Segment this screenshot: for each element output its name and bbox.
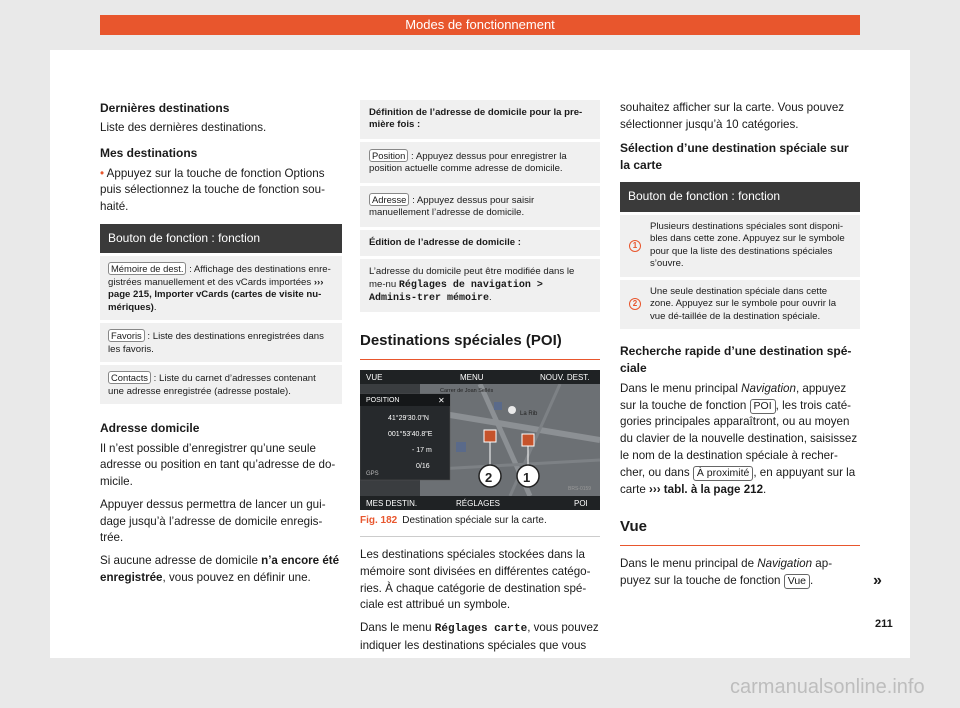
paragraph: Dans le menu principal de Navigation ap-puyez sur la touche de fonction Vue . (620, 557, 833, 587)
paragraph: Liste des dernières destinations. (100, 121, 267, 135)
key-poi: POI (750, 399, 776, 414)
heading-selection: Sélection d’une destination spéciale sur la carte (620, 140, 849, 172)
position-panel-title: POSITION (366, 396, 400, 404)
altitude: - 17 m (412, 446, 432, 454)
table-row: 1 Plusieurs destinations spéciales sont disponi-bles dans cette zone. Appuyez sur le symbole pour que la liste des destinations spéciales s’ouvre. (620, 215, 860, 277)
table-row: Favoris : Liste des destinations enregistrées dans les favoris. (100, 323, 342, 362)
street-label: La Rib (520, 410, 538, 417)
paragraph: souhaitez afficher sur la carte. Vous pouvez sélectionner jusqu’à 10 catégories. (620, 101, 845, 131)
table-row: 2 Une seule destination spéciale dans cette zone. Appuyez sur le symbole pour ouvrir la vue dé-taillée de la destination spéciale. (620, 280, 860, 329)
key-memoire-dest: Mémoire de dest. (108, 262, 186, 275)
paragraph: Il n’est possible d’enregistrer qu’une seule adresse ou position en tant qu’adresse de do-micile. (100, 441, 336, 489)
watermark: carmanualsonline.info (730, 676, 925, 698)
paragraph: Dans le menu principal Navigation, appuyez sur la touche de fonction POI , les trois caté-gories principales apparaîtront, ou au moyen du clavier de la nouvelle destination, saisissez le nom de la destination spéciale à recher-cher, ou dans À proximité , en appuyant sur la carte ››› tabl. à la page 212. (620, 381, 858, 496)
paragraph: Si aucune adresse de domicile n’a encore été enregistrée, vous pouvez en définir une. (100, 554, 340, 585)
info-box: Définition de l’adresse de domicile pour la pre-mière fois : (360, 100, 600, 139)
info-box: Position : Appuyez dessus pour enregistrer la position actuelle comme adresse de domicile. (360, 142, 600, 183)
cross-reference[interactable]: ››› page 215, Importer vCards (cartes de visite nu-mériques) (108, 276, 324, 313)
paragraph: Les destinations spéciales stockées dans la mémoire sont divisées en différentes catégo-ries. À chaque catégorie de destination spé-ciale est attribué un symbole. (360, 548, 591, 612)
key-adresse: Adresse (369, 193, 409, 206)
bottom-bar-reglages[interactable]: RÉGLAGES (456, 498, 501, 508)
table-header: Bouton de fonction : fonction (100, 224, 342, 253)
paragraph: Appuyer dessus permettra de lancer un gui-dage jusqu’à l’adresse de domicile enregis-trée. (100, 497, 326, 545)
section-title-poi: Destinations spéciales (POI) (360, 330, 600, 360)
key-vue: Vue (784, 574, 810, 589)
bullet-paragraph: • Appuyez sur la touche de fonction Options puis sélectionnez la touche de fonction sou-haité. (100, 166, 325, 214)
continue-marker: » (873, 572, 882, 589)
bottom-bar-poi[interactable]: POI (574, 498, 588, 508)
menu-name: Réglages carte (434, 623, 528, 636)
close-icon[interactable]: ✕ (438, 395, 445, 405)
menu-path: Réglages de navigation > Adminis-trer mémoire (369, 279, 543, 304)
marker-2: 2 (485, 469, 493, 485)
column-right (620, 100, 860, 596)
info-box: Édition de l’adresse de domicile : (360, 230, 600, 256)
table-header: Bouton de fonction : fonction (620, 182, 860, 211)
figure-code: BRS-0159 (568, 485, 592, 492)
cross-reference[interactable]: ››› tabl. à la page 212 (649, 482, 764, 496)
heading-dernieres-destinations: Dernières destinations (100, 101, 230, 115)
paragraph: Dans le menu Réglages carte, vous pouvez indiquer les destinations spéciales que vous (360, 621, 599, 653)
column-middle (360, 100, 600, 661)
bullet-icon: • (100, 166, 105, 180)
info-box: Adresse : Appuyez dessus pour saisir manuellement l’adresse de domicile. (360, 186, 600, 227)
number-badge: 1 (629, 240, 641, 252)
key-a-proximite: À proximité (693, 466, 754, 481)
gps-label: GPS (366, 470, 379, 477)
info-box: L’adresse du domicile peut être modifiée dans le me-nu Réglages de navigation > Adminis-trer mémoire. (360, 259, 600, 311)
figure-caption: Fig. 182 Destination spéciale sur la carte. (360, 510, 600, 538)
street-label: Carrer de Joan Sellés (440, 387, 494, 394)
latitude: 41°29'30.0"N (388, 414, 429, 422)
bottom-bar-mes-destin[interactable]: MES DESTIN. (366, 498, 418, 508)
table-row: Mémoire de dest. : Affichage des destinations enre-gistrées manuellement et des vCards importées ››› page 215, Importer vCards (cartes de visite nu-mériques). (100, 256, 342, 320)
number-badge: 2 (629, 298, 641, 310)
heading-recherche-rapide: Recherche rapide d’une destination spé-ciale (620, 344, 852, 376)
marker-1: 1 (523, 469, 531, 485)
page-number: 211 (875, 618, 893, 630)
key-contacts: Contacts (108, 371, 151, 384)
table-row: Contacts : Liste du carnet d’adresses contenant une adresse enregistrée (adresse postale). (100, 365, 342, 404)
navigation-screen-figure (360, 370, 600, 510)
top-bar-nouv-dest[interactable]: NOUV. DEST. (540, 372, 590, 382)
key-favoris: Favoris (108, 329, 145, 342)
section-title-vue: Vue (620, 516, 860, 546)
heading-mes-destinations: Mes destinations (100, 146, 198, 161)
longitude: 001°53'40.8"E (388, 430, 433, 438)
satellites: 0/16 (416, 462, 430, 470)
key-position: Position (369, 149, 408, 162)
top-bar-vue[interactable]: VUE (366, 372, 383, 382)
heading-adresse-domicile: Adresse domicile (100, 421, 200, 436)
top-bar-menu[interactable]: MENU (460, 372, 484, 382)
column-left (100, 100, 342, 593)
chapter-header: Modes de fonctionnement (100, 15, 860, 35)
